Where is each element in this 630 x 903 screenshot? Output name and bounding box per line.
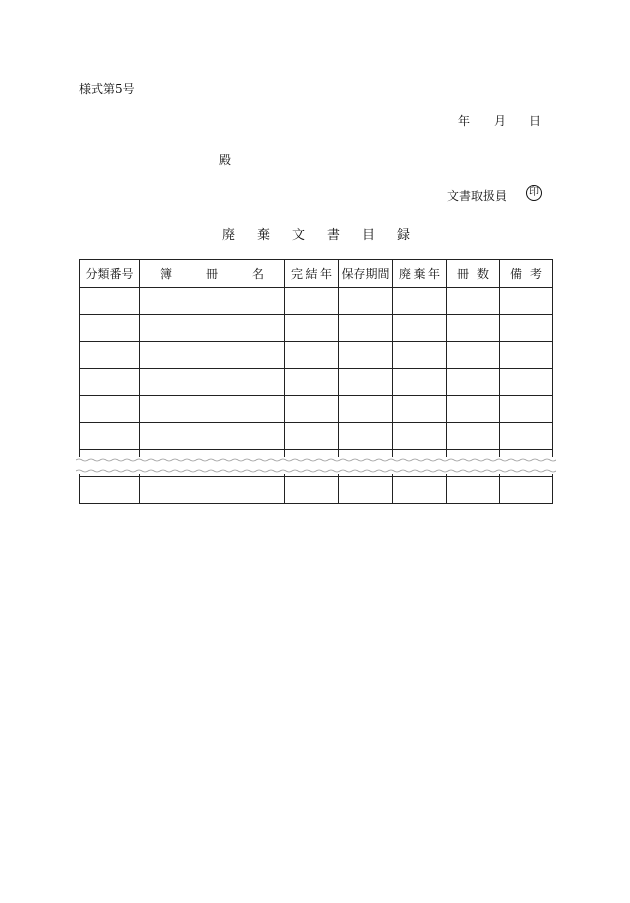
table-cell — [447, 423, 500, 450]
table-cell — [285, 369, 339, 396]
title-char: 録 — [397, 228, 411, 243]
table-cell — [285, 288, 339, 315]
title-char: 廃 — [222, 228, 236, 243]
document-handler-label: 文書取扱員 — [447, 189, 508, 203]
table-cell — [393, 342, 447, 369]
table-cell — [140, 288, 285, 315]
table-cell — [285, 477, 339, 504]
table-cell — [339, 342, 393, 369]
date-year-label: 年 — [458, 114, 471, 128]
table-cell — [285, 423, 339, 450]
table-cell — [140, 396, 285, 423]
table-cell — [80, 396, 140, 423]
table-cell — [80, 315, 140, 342]
header-disposal-year: 廃 棄 年 — [393, 260, 447, 288]
table-cell — [285, 342, 339, 369]
table-cell — [393, 477, 447, 504]
table-cell — [447, 342, 500, 369]
header-completion-year: 完 結 年 — [285, 260, 339, 288]
table-cell — [285, 396, 339, 423]
table-cell — [339, 315, 393, 342]
table-row — [80, 315, 553, 342]
table-cell — [447, 369, 500, 396]
table-row — [80, 342, 553, 369]
table-cell — [393, 369, 447, 396]
table-cell — [393, 315, 447, 342]
table-cell — [140, 315, 285, 342]
table-cell — [140, 477, 285, 504]
header-retention-period: 保存期間 — [339, 260, 393, 288]
header-remarks: 備 考 — [500, 260, 553, 288]
table-cell — [500, 315, 553, 342]
header-volume-count: 冊 数 — [447, 260, 500, 288]
table-cell — [447, 288, 500, 315]
title-char: 目 — [362, 228, 376, 243]
table-row — [80, 396, 553, 423]
table-cell — [447, 396, 500, 423]
table-cell — [80, 342, 140, 369]
header-register-name: 簿 冊 名 — [140, 260, 285, 288]
addressee-suffix: 殿 — [219, 153, 232, 167]
tear-break — [76, 457, 556, 474]
table-row — [80, 288, 553, 315]
table-cell — [140, 369, 285, 396]
table-cell — [285, 315, 339, 342]
table-cell — [500, 288, 553, 315]
table-cell — [339, 396, 393, 423]
table-cell — [447, 315, 500, 342]
table-cell — [393, 288, 447, 315]
table-cell — [339, 423, 393, 450]
table-cell — [500, 369, 553, 396]
table-header-row — [80, 260, 553, 288]
table-row — [80, 369, 553, 396]
table-cell — [339, 369, 393, 396]
table-cell — [393, 396, 447, 423]
header-classification-number: 分類番号 — [80, 260, 140, 288]
table-cell — [80, 369, 140, 396]
table-cell — [80, 288, 140, 315]
seal-mark: 印 — [526, 185, 542, 201]
table-cell — [339, 477, 393, 504]
table-cell — [140, 423, 285, 450]
table-cell — [500, 396, 553, 423]
table-cell — [80, 477, 140, 504]
table-cell — [500, 477, 553, 504]
table-cell — [447, 477, 500, 504]
table-row — [80, 423, 553, 450]
form-number: 様式第5号 — [79, 82, 135, 96]
date-day-label: 日 — [529, 114, 542, 128]
table-cell — [500, 423, 553, 450]
table-cell — [393, 423, 447, 450]
title-char: 書 — [327, 228, 341, 243]
table-cell — [500, 342, 553, 369]
title-char: 棄 — [257, 228, 271, 243]
title-char: 文 — [292, 228, 306, 243]
table-cell — [339, 288, 393, 315]
table-row — [80, 477, 553, 504]
table-cell — [80, 423, 140, 450]
table-cell — [140, 342, 285, 369]
date-month-label: 月 — [494, 114, 507, 128]
